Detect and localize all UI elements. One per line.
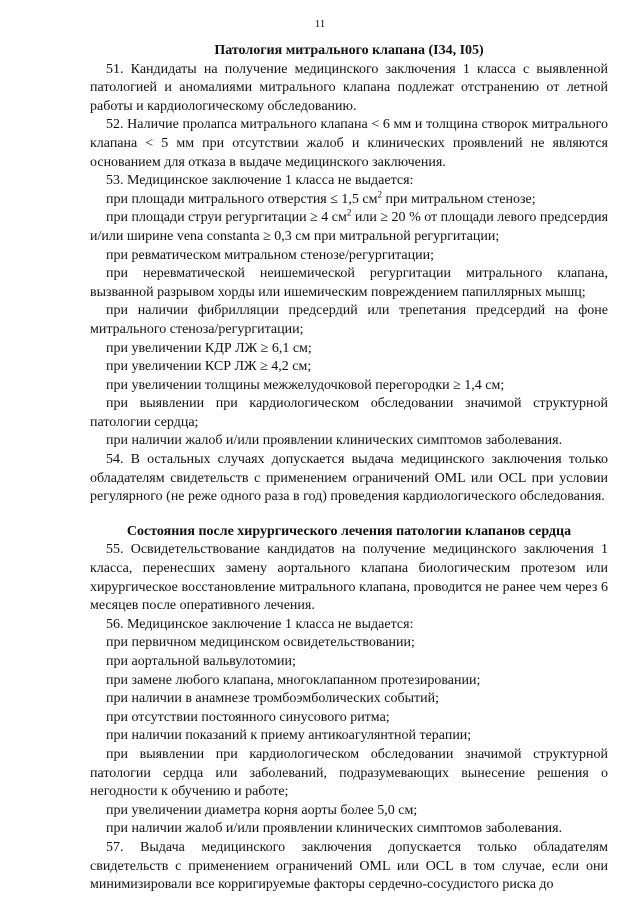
document-body <box>90 42 608 895</box>
list-item-53-7: при увеличении КСР ЛЖ ≥ 4,2 см; <box>106 359 312 375</box>
paragraph-56: 56. Медицинское заключение 1 класса не выдается: <box>106 616 414 632</box>
paragraph-52: 52. Наличие пролапса митрального клапана < 6 мм и толщина створок митрального клапана < 5 мм при отсутствии жалоб и клинических проявлений не являются основанием для отказа в выдаче медицинского заключения. <box>90 117 608 170</box>
list-item-56-2: при аортальной вальвулотомии; <box>106 654 296 669</box>
superscript: 2 <box>377 189 383 200</box>
item-text: при площади митрального отверстия ≤ 1,5 см <box>106 191 378 207</box>
list-item-56-6: при наличии показаний к приему антикоагулянтной терапии; <box>106 728 472 744</box>
list-item-56-1: при первичном медицинском освидетельствовании; <box>106 635 415 651</box>
list-item-53-5: при наличии фибрилляции предсердий или трепетания предсердий на фоне митрального стеноза/регургитации; <box>90 303 608 337</box>
paragraph-55: 55. Освидетельствование кандидатов на получение медицинского заключения 1 класса, перенесших замену аортального клапана биологическим протезом или хирургическое восстановление митрального клапана, проводится не ранее чем через 6 месяцев после оперативного лечения. <box>90 542 608 614</box>
list-item-53-8: при увеличении толщины межжелудочковой перегородки ≥ 1,4 см; <box>106 377 505 393</box>
list-item-53-4: при неревматической неишемической регургитации митрального клапана, вызванной разрывом хорды или ишемическим повреждением папиллярных мышц; <box>90 266 608 300</box>
list-item-53-9: при выявлении при кардиологическом обследовании значимой структурной патологии сердца; <box>90 396 608 430</box>
paragraph-54: 54. В остальных случаях допускается выдача медицинского заключения только обладателям свидетельств с применением ограничений OML или OCL при условии регулярного (не реже одного раза в год) проведения кардиологического обследования. <box>90 452 608 505</box>
list-item-56-7: при выявлении при кардиологическом обследовании значимой структурной патологии сердца или заболеваний, подразумевающих вынесение решения о негодности к обучению и работе; <box>90 746 608 800</box>
item-text: при митральном стенозе; <box>382 191 536 207</box>
section-title-valve-surgery: Состояния после хирургического лечения патологии клапанов сердца <box>126 523 572 539</box>
list-item-56-8: при увеличении диаметра корня аорты более 5,0 см; <box>106 802 418 818</box>
paragraph-57: 57. Выдача медицинского заключения допускается только обладателям свидетельств с применением ограничений OML или OCL в том случае, если они минимизировали все корригируемые факторы сердечно-сосудистого риска до <box>90 839 608 893</box>
list-item-53-1 <box>90 191 608 210</box>
section-title-mitral-valve: Патология митрального клапана (I34, I05) <box>214 43 484 58</box>
list-item-53-2 <box>90 209 608 246</box>
list-item-56-9: при наличии жалоб и/или проявлении клинических симптомов заболевания. <box>106 821 563 837</box>
page-number: 11 <box>314 18 326 30</box>
paragraph-51: 51. Кандидаты на получение медицинского заключения 1 класса с выявленной патологией и аномалиями митрального клапана подлежат отстранению от летной работы и кардиологическому обследованию. <box>90 61 608 114</box>
list-item-56-3: при замене любого клапана, многоклапанном протезировании; <box>106 672 481 688</box>
item-text: или ≥ 20 % от площади левого предсердия и/или ширине vena constanta ≥ 0,3 см при митральной регургитации; <box>90 210 609 244</box>
list-item-53-6: при увеличении КДР ЛЖ ≥ 6,1 см; <box>106 340 312 356</box>
paragraph-53: 53. Медицинское заключение 1 класса не выдается: <box>106 173 414 189</box>
superscript: 2 <box>346 207 352 218</box>
list-item-53-10: при наличии жалоб и/или проявлении клинических симптомов заболевания. <box>106 433 563 449</box>
item-text: при площади струи регургитации ≥ 4 см <box>106 210 347 226</box>
list-item-56-4: при наличии в анамнезе тромбоэмболических событий; <box>106 691 440 707</box>
list-item-53-3: при ревматическом митральном стенозе/регургитации; <box>106 247 434 263</box>
list-item-56-5: при отсутствии постоянного синусового ритма; <box>106 709 390 725</box>
